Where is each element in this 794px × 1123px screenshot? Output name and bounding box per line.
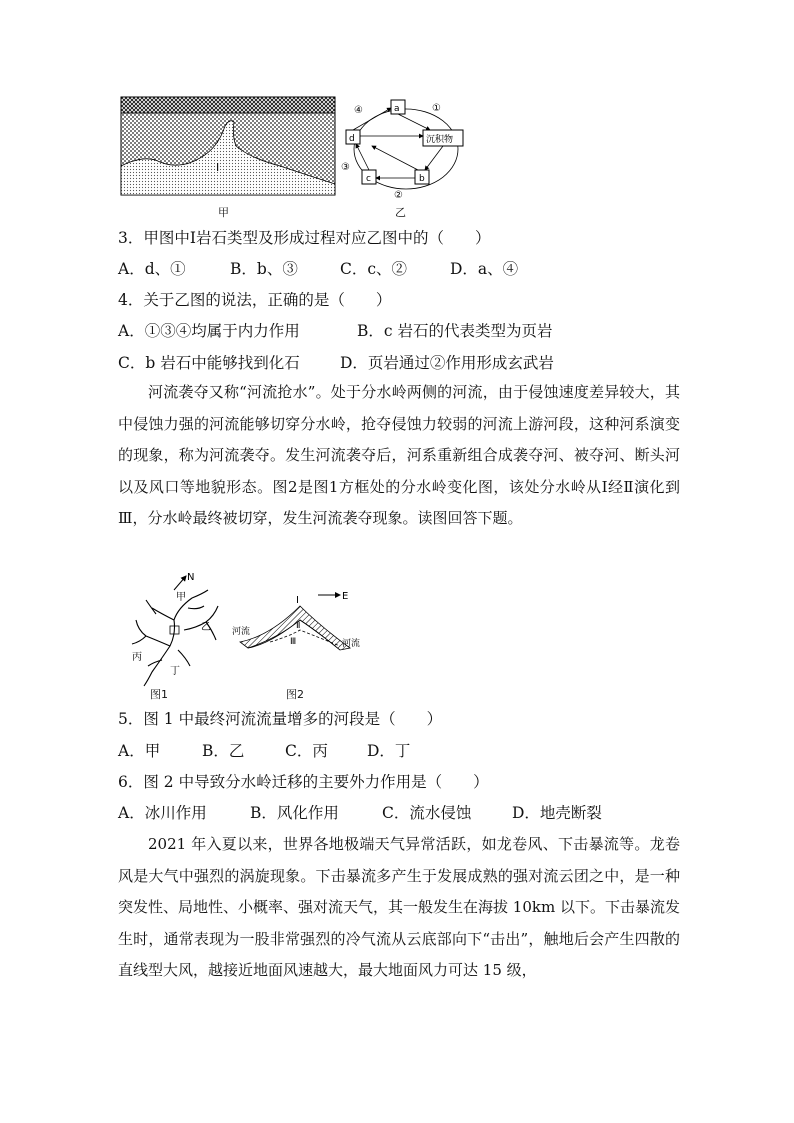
box-sediment-label: 沉积物 (426, 135, 454, 145)
q3-option-c[interactable]: C．c、② (340, 260, 408, 278)
figure-yi (340, 96, 475, 202)
q4-option-d[interactable]: D．页岩通过②作用形成玄武岩 (340, 354, 554, 372)
box-d-label: d (349, 134, 355, 144)
reach-bing-label: 丙 (132, 652, 142, 663)
q6-option-a[interactable]: A．冰川作用 (118, 804, 207, 822)
box-c-label: c (366, 174, 371, 184)
passage-river-capture: 河流袭夺又称“河流抢水”。处于分水岭两侧的河流，由于侵蚀速度差异较大，其中侵蚀力强的河流能够切穿分水岭，抢夺侵蚀力较弱的河流上游河段，这种河系演变的现象，称为河流袭夺。发生河流袭夺后，河系重新组合成袭夺河、被夺河、断头河以及风口等地貌形态。图2是图1方框处的分水岭变化图，该处分水岭从Ⅰ经Ⅱ演化到Ⅲ，分水岭最终被切穿，发生河流袭夺现象。读图回答下题。 (118, 383, 680, 527)
q4-option-b[interactable]: B．c 岩石的代表类型为页岩 (357, 322, 553, 340)
river-left-label: 河流 (232, 627, 251, 637)
q6-option-b[interactable]: B．风化作用 (250, 804, 339, 822)
q3-option-d[interactable]: D．a、④ (450, 260, 519, 278)
question-6-stem: 6．图 2 中导致分水岭迁移的主要外力作用是（ ） (118, 773, 489, 791)
figure-jia-caption: 甲 (218, 206, 229, 219)
east-label: E (342, 591, 349, 602)
figure-2-watershed-profile (230, 586, 370, 666)
arrow-1-label: ① (432, 103, 441, 114)
q4-option-a[interactable]: A．①③④均属于内力作用 (118, 322, 300, 340)
question-4-stem: 4．关于乙图的说法，正确的是（ ） (118, 291, 392, 309)
q5-option-a[interactable]: A．甲 (118, 742, 161, 760)
figure-2-caption: 图2 (286, 688, 304, 701)
q6-option-d[interactable]: D．地壳断裂 (512, 804, 602, 822)
reach-ding-label: 丁 (170, 666, 180, 677)
arrow-3-label: ③ (341, 162, 350, 173)
q3-option-b[interactable]: B．b、③ (230, 260, 298, 278)
north-label: N (187, 572, 195, 583)
rock-i-label: Ⅰ (216, 161, 220, 174)
stage-iii-label: Ⅲ (290, 637, 297, 647)
q5-option-d[interactable]: D．丁 (367, 742, 411, 760)
figure-jia (120, 96, 336, 196)
reach-yi-label: 乙 (201, 622, 211, 633)
river-right-label: 河流 (342, 639, 361, 649)
q4-option-c[interactable]: C．b 岩石中能够找到化石 (118, 354, 300, 372)
q6-option-c[interactable]: C．流水侵蚀 (382, 804, 472, 822)
q5-option-c[interactable]: C．丙 (285, 742, 328, 760)
figure-yi-caption: 乙 (395, 206, 406, 219)
passage-severe-weather: 2021 年入夏以来，世界各地极端天气异常活跃，如龙卷风、下击暴流等。龙卷风是大气中强烈的涡旋现象。下击暴流多产生于发展成熟的强对流云团之中，是一种突发性、局地性、小概率、强对流天气，其一般发生在海拔 10km 以下。下击暴流发生时，通常表现为一股非常强烈的冷气流从云底部向下“击出”，触地后会产生四散的直线型大风，越接近地面风速越大，最大地面风力可达 15 级， (118, 835, 680, 979)
figure-1-river-map (126, 570, 232, 690)
arrow-2-label: ② (394, 190, 403, 201)
question-5-stem: 5．图 1 中最终河流流量增多的河段是（ ） (118, 710, 443, 728)
box-b-label: b (419, 174, 425, 184)
stage-i-label: Ⅰ (296, 595, 299, 606)
reach-jia-label: 甲 (176, 592, 186, 603)
q5-option-b[interactable]: B．乙 (202, 742, 245, 760)
stage-ii-label: Ⅱ (296, 621, 301, 631)
question-3-stem: 3．甲图中Ⅰ岩石类型及形成过程对应乙图中的（ ） (118, 229, 491, 247)
box-a-label: a (394, 104, 400, 114)
arrow-4-label: ④ (354, 105, 363, 116)
figure-1-caption: 图1 (150, 688, 168, 701)
q3-option-a[interactable]: A．d、① (118, 260, 186, 278)
